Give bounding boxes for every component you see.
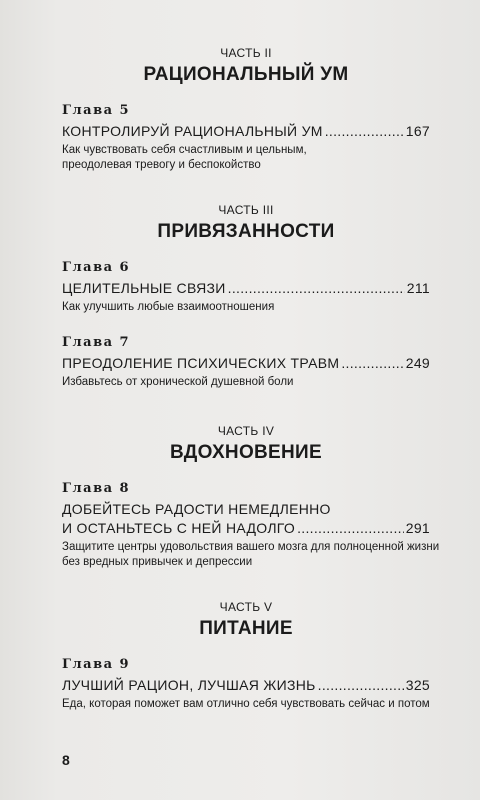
dot-leader (325, 122, 404, 140)
chapter-title-line (62, 519, 430, 537)
chapter-title: И ОСТАНЬТЕСЬ С НЕЙ НАДОЛГО (62, 520, 296, 536)
chapter-page: 211 (406, 280, 430, 296)
chapter-entry (62, 481, 440, 570)
chapter-entry (62, 103, 430, 173)
chapter-title: ЛУЧШИЙ РАЦИОН, ЛУЧШАЯ ЖИЗНЬ (62, 677, 316, 693)
part-title: ВДОХНОВЕНИЕ (170, 442, 322, 463)
chapter-entry (62, 657, 430, 712)
description-line: Еда, которая поможет вам отлично себя чувствовать сейчас и потом (62, 698, 430, 710)
description-line: Защитите центры удовольствия вашего мозга для полноценной жизни (62, 541, 440, 553)
chapter-description (62, 697, 430, 712)
chapter-title-line (62, 676, 430, 694)
chapter-description (62, 300, 430, 315)
chapter-description (62, 540, 440, 570)
description-line: Как улучшить любые взаимоотношения (62, 301, 275, 313)
description-line: Как чувствовать себя счастливым и цельным, (62, 144, 307, 156)
table-of-contents (62, 46, 440, 712)
dot-leader (318, 676, 404, 694)
chapter-title-line (62, 279, 430, 297)
chapter-title: ПРЕОДОЛЕНИЕ ПСИХИЧЕСКИХ ТРАВМ (62, 355, 340, 371)
part-label: ЧАСТЬ V (219, 600, 273, 614)
chapter-title: КОНТРОЛИРУЙ РАЦИОНАЛЬНЫЙ УМ (62, 123, 323, 139)
chapter-number: Глава 6 (62, 260, 131, 275)
chapter-title: ЦЕЛИТЕЛЬНЫЕ СВЯЗИ (62, 280, 226, 296)
chapter-number: Глава 8 (62, 481, 131, 496)
part-section (62, 424, 440, 570)
description-line: без вредных привычек и депрессии (62, 556, 253, 568)
chapter-entry (62, 335, 430, 390)
chapter-title-line: ДОБЕЙТЕСЬ РАДОСТИ НЕМЕДЛЕННО (62, 501, 331, 517)
chapter-page: 325 (405, 677, 430, 693)
chapter-title-line (62, 354, 430, 372)
part-label: ЧАСТЬ IV (217, 424, 275, 438)
page-number: 8 (62, 752, 70, 768)
part-title: ПРИВЯЗАННОСТИ (157, 221, 335, 242)
part-section (62, 46, 430, 173)
chapter-number: Глава 5 (62, 103, 131, 118)
part-section (62, 203, 430, 390)
dot-leader (228, 279, 405, 297)
dot-leader (341, 354, 403, 372)
part-title: РАЦИОНАЛЬНЫЙ УМ (143, 64, 349, 85)
part-label: ЧАСТЬ II (220, 46, 272, 60)
chapter-title-line (62, 122, 430, 140)
chapter-description (62, 143, 430, 173)
chapter-number: Глава 9 (62, 657, 131, 672)
chapter-entry (62, 260, 430, 315)
chapter-page: 291 (405, 520, 430, 536)
part-label: ЧАСТЬ III (218, 203, 274, 217)
part-section (62, 600, 430, 712)
description-line: Избавьтесь от хронической душевной боли (62, 376, 294, 388)
chapter-page: 167 (405, 123, 430, 139)
chapter-description (62, 375, 430, 390)
part-title: ПИТАНИЕ (199, 618, 293, 639)
chapter-page: 249 (405, 355, 430, 371)
dot-leader (297, 519, 404, 537)
description-line: преодолевая тревогу и беспокойство (62, 159, 261, 171)
chapter-number: Глава 7 (62, 335, 131, 350)
